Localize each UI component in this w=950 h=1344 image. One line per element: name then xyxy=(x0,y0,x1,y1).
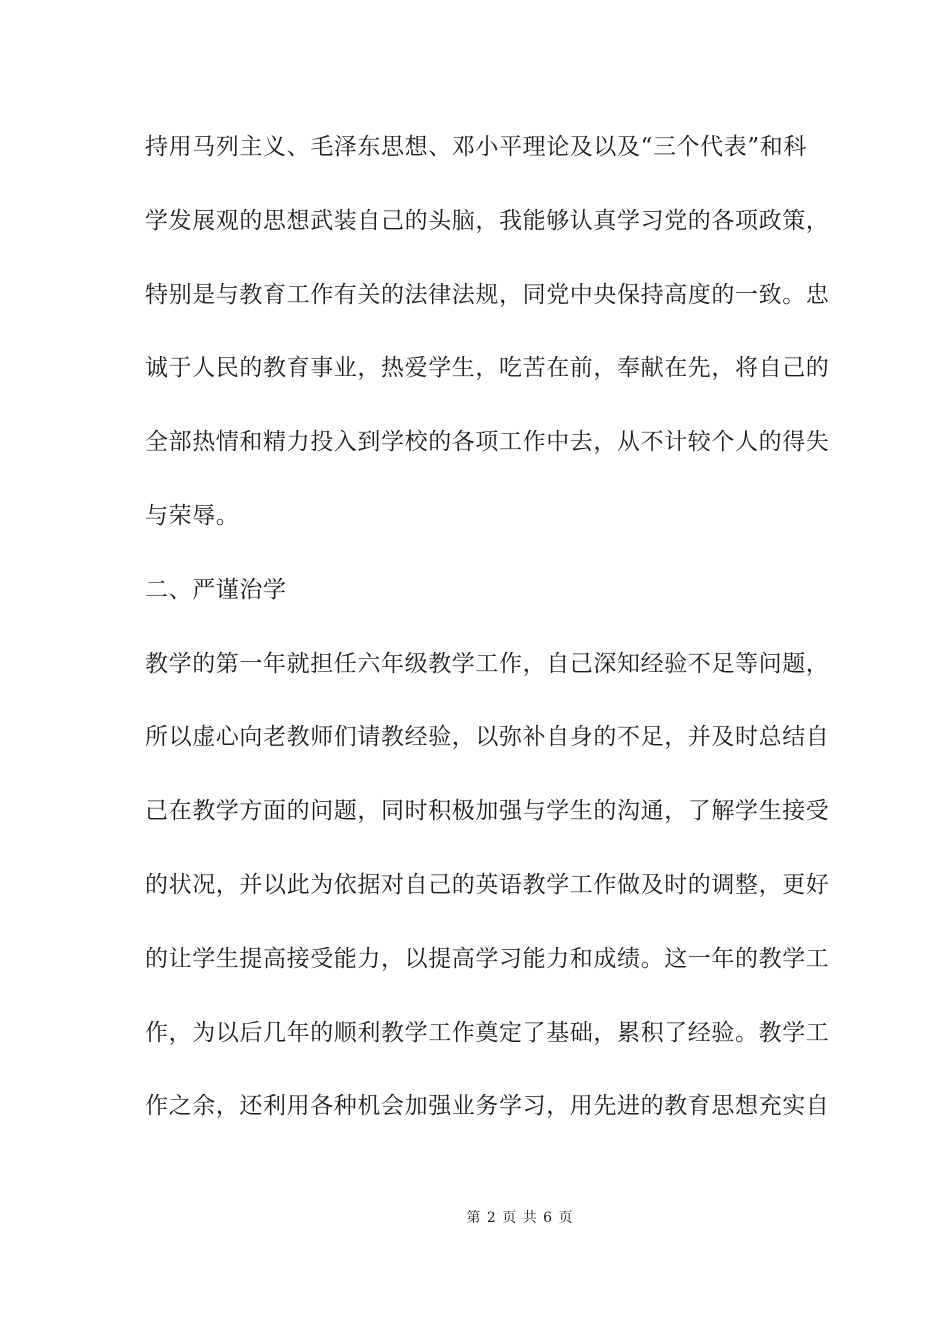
text-line: 作，为以后几年的顺利教学工作奠定了基础，累积了经验。教学工 xyxy=(145,1019,830,1046)
text-line: 所以虚心向老教师们请教经验，以弥补自身的不足，并及时总结自 xyxy=(145,724,830,751)
text-line: 学发展观的思想武装自己的头脑，我能够认真学习党的各项政策， xyxy=(145,207,830,234)
section-heading: 二、严谨治学 xyxy=(145,576,287,603)
page-footer xyxy=(0,1207,950,1227)
text-line: 与荣辱。 xyxy=(145,502,240,529)
text-line: 持用马列主义、毛泽东思想、邓小平理论及以及“三个代表”和科 xyxy=(145,134,807,160)
text-line: 的状况，并以此为依据对自己的英语教学工作做及时的调整，更好 xyxy=(145,871,830,898)
text-line: 的让学生提高接受能力，以提高学习能力和成绩。这一年的教学工 xyxy=(145,945,830,972)
page-number: 第 2 页 共 6 页 xyxy=(466,1210,574,1226)
text-line: 教学的第一年就担任六年级教学工作，自己深知经验不足等问题， xyxy=(145,650,830,677)
body-text xyxy=(145,127,830,1160)
text-line: 作之余，还利用各种机会加强业务学习，用先进的教育思想充实自 xyxy=(145,1093,830,1120)
text-line: 诚于人民的教育事业，热爱学生，吃苦在前，奉献在先，将自己的 xyxy=(145,355,830,382)
text-line: 全部热情和精力投入到学校的各项工作中去，从不计较个人的得失 xyxy=(145,429,830,456)
text-line: 己在教学方面的问题，同时积极加强与学生的沟通，了解学生接受 xyxy=(145,798,830,825)
text-line: 特别是与教育工作有关的法律法规，同党中央保持高度的一致。忠 xyxy=(145,281,830,308)
